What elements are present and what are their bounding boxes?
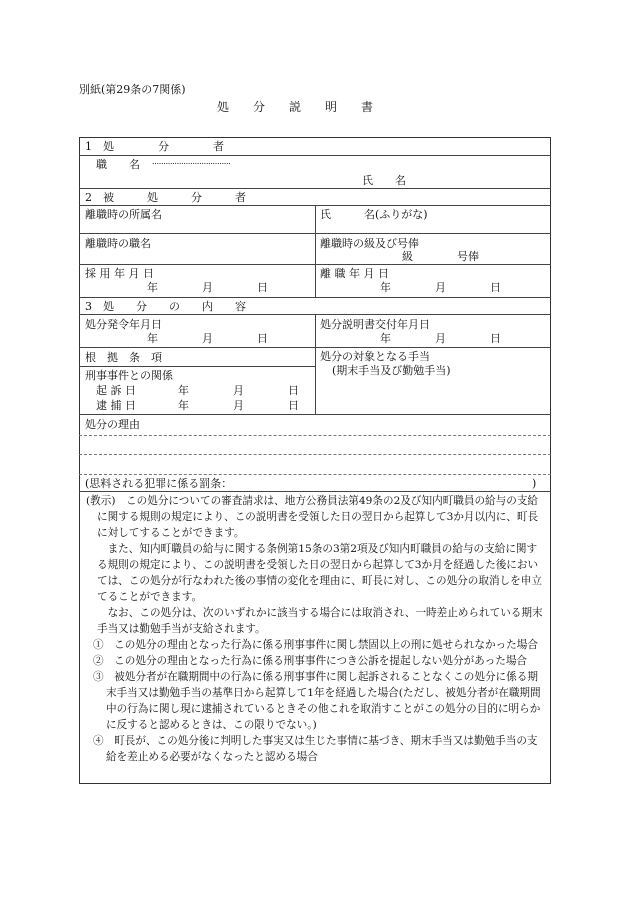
instruction-item: ① この処分の理由となった行為に係る刑事事件に関し禁固以上の刑に処せられなかった場合 <box>93 639 538 651</box>
section1-heading: 1 処 分 者 <box>85 140 224 153</box>
issue-date-units: 年 月 日 <box>147 332 268 345</box>
instruction-paragraph: また、知内町職員の給与に関する条例第15条の3第2項及び知内町職員の給与の支給に関する規則の規定により、この説明書を受領した日の翌日から起算して3か月を経過した後においては、この処分が行なわれた後の事情の変化を理由に、町長に対し、この処分の取消しを申立てることができます。 <box>97 543 542 603</box>
rule <box>79 188 551 189</box>
dashed-rule <box>79 435 551 436</box>
rule <box>79 297 551 298</box>
explanation-date-label: 処分説明書交付年月日 <box>320 318 430 331</box>
section2-heading: 2 被 処 分 者 <box>85 191 246 204</box>
issue-date-label: 処分発令年月日 <box>85 318 162 331</box>
leave-date-label: 離 職 年 月 日 <box>320 267 389 280</box>
rule <box>79 491 551 492</box>
grade-label: 離職時の級及び号俸 <box>320 237 419 250</box>
document-title: 処 分 説 明 書 <box>217 100 374 114</box>
arrest-label: 逮 捕 日 <box>96 399 136 412</box>
grade-units: 級 号俸 <box>402 250 479 263</box>
column-divider <box>315 205 316 297</box>
indictment-units: 年 月 日 <box>178 384 299 397</box>
instruction-paragraph: なお、この処分は、次のいずれかに該当する場合には取消され、一時差止められている期末手当又は勤勉手当が支給されます。 <box>97 607 543 635</box>
furigana-label: 氏 名(ふりがな) <box>320 208 428 221</box>
indictment-label: 起 訴 日 <box>96 384 136 397</box>
instruction-paragraph: (教示) この処分についての審査請求は、地方公務員法第49条の2及び知内町職員の給与の支給に関する規則の規定により、この説明書を受領した日の翌日から起算して3か月以内に、町長に対してすることができます。 <box>86 495 539 539</box>
hire-date-label: 採 用 年 月 日 <box>85 267 154 280</box>
instruction-item: ④ 町長が、この処分後に判明した事実又は生じた事情に基づき、期末手当又は勤勉手当の支給を差止める必要がなくなったと認める場合 <box>93 735 538 763</box>
name-label: 氏 名 <box>362 174 406 187</box>
explanation-date-units: 年 月 日 <box>380 332 501 345</box>
penalty-label: (思料される犯罪に係る罰条： <box>85 477 233 490</box>
rule <box>79 155 551 156</box>
position-dots: ................................... <box>152 157 231 166</box>
basis-label: 根 拠 条 項 <box>85 351 162 364</box>
section3-heading: 3 処 分 の 内 容 <box>85 300 246 313</box>
criminal-relation-label: 刑事事件との関係 <box>85 369 173 382</box>
target-allowance-label: 処分の対象となる手当 <box>320 350 430 363</box>
instruction-item: ③ 被処分者が在職期間中の行為に係る刑事事件に関し起訴されることなくこの処分に係る期末手当又は勤勉手当の基準日から起算して1年を経過した場合(ただし、被処分者が在職期間中の行為に関し現に逮捕されているときその他これを取消すことがこの処分の目的に明らかに反すると認めるときは、この限りでない。) <box>93 671 541 731</box>
penalty-close: ) <box>532 477 537 490</box>
dashed-rule <box>79 474 551 475</box>
instructions <box>86 493 544 765</box>
arrest-units: 年 月 日 <box>178 399 299 412</box>
rule <box>79 366 315 367</box>
job-title-label: 離職時の職名 <box>85 237 151 250</box>
target-allowance-value: (期末手当及び勤勉手当) <box>332 364 451 377</box>
leave-date-units: 年 月 日 <box>380 281 501 294</box>
column-divider <box>315 314 316 414</box>
position-label: 職 名 <box>96 158 140 171</box>
affiliation-label: 離職時の所属名 <box>85 208 162 221</box>
hire-date-units: 年 月 日 <box>147 281 268 294</box>
annex-label: 別紙(第29条の7関係) <box>79 83 186 96</box>
dashed-rule <box>79 454 551 455</box>
reason-label: 処分の理由 <box>85 418 140 431</box>
instruction-item: ② この処分の理由となった行為に係る刑事事件につき公訴を提起しない処分があった場合 <box>93 655 528 667</box>
rule <box>79 414 551 415</box>
